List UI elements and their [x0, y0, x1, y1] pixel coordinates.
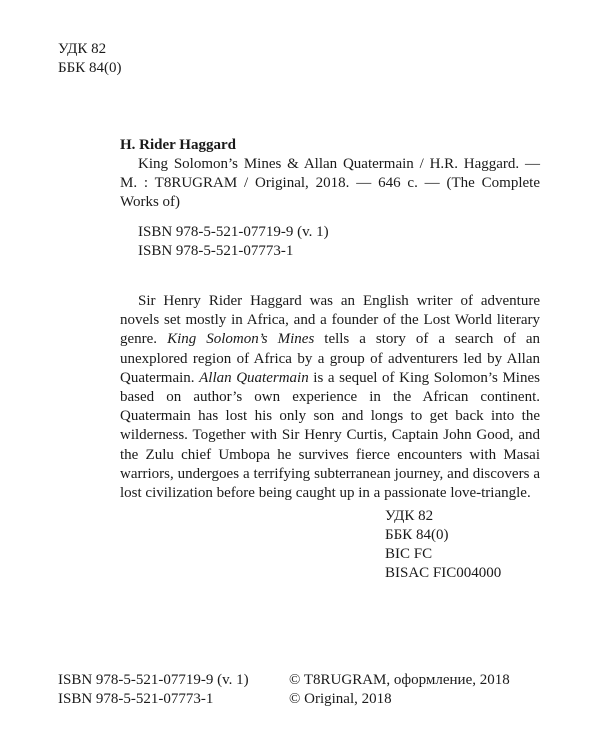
bbk-code: ББК 84(0) — [385, 527, 449, 543]
summary-text-2: tells a story of a search of an unexplored region of Africa by a group of adventurers led by Allan Quatermain. — [120, 331, 540, 386]
classification-codes-top — [58, 40, 121, 78]
bisac-code: BISAC FIC004000 — [385, 565, 502, 581]
bibliographic-entry: King Solomon’s Mines & Allan Quatermain / H.R. Haggard. — M. : T8RUGRAM / Original, 2018. — 646 c. — (The Complete Works of) — [120, 156, 540, 210]
summary-text-1: Sir Henry Rider Haggard was an English writer of adventure novels set mostly in Africa, and a founder of the Lost World literary genre. — [120, 293, 540, 348]
footer-copyright — [289, 671, 510, 709]
author-name: H. Rider Haggard — [120, 137, 236, 153]
copyright-original: © Original, 2018 — [289, 691, 392, 707]
classification-codes-right — [385, 507, 501, 583]
isbn-set: ISBN 978-5-521-07773-1 — [138, 243, 294, 259]
isbn-set: ISBN 978-5-521-07773-1 — [58, 691, 214, 707]
summary-title-1: King Solomon’s Mines — [167, 331, 315, 348]
udk-code: УДК 82 — [385, 508, 434, 524]
summary-text-3: is a sequel of King Solomon’s Mines based on author’s own experience in the African continent. Quatermain has lost his only son and longs to get back into the wilderness. Together with Sir Henry Curtis, Captain John Good, and the Zulu chief Umbopa he survives fierce encounters with Masai warriors, undergoes a terrifying subterranean journey, and discovers a lost civilization before being caught up in a passionate love-triangle. — [120, 369, 540, 502]
isbn-list-top — [138, 223, 329, 261]
bbk-code: ББК 84(0) — [58, 60, 122, 76]
isbn-volume: ISBN 978-5-521-07719-9 (v. 1) — [138, 224, 329, 240]
bibliographic-record — [120, 136, 540, 212]
book-summary — [120, 292, 540, 503]
summary-title-2: Allan Quatermain — [199, 369, 309, 386]
isbn-volume: ISBN 978-5-521-07719-9 (v. 1) — [58, 672, 249, 688]
footer-isbn — [58, 671, 249, 709]
copyright-design: © T8RUGRAM, оформление, 2018 — [289, 672, 510, 688]
bic-code: BIC FC — [385, 546, 433, 562]
udk-code: УДК 82 — [58, 41, 107, 57]
